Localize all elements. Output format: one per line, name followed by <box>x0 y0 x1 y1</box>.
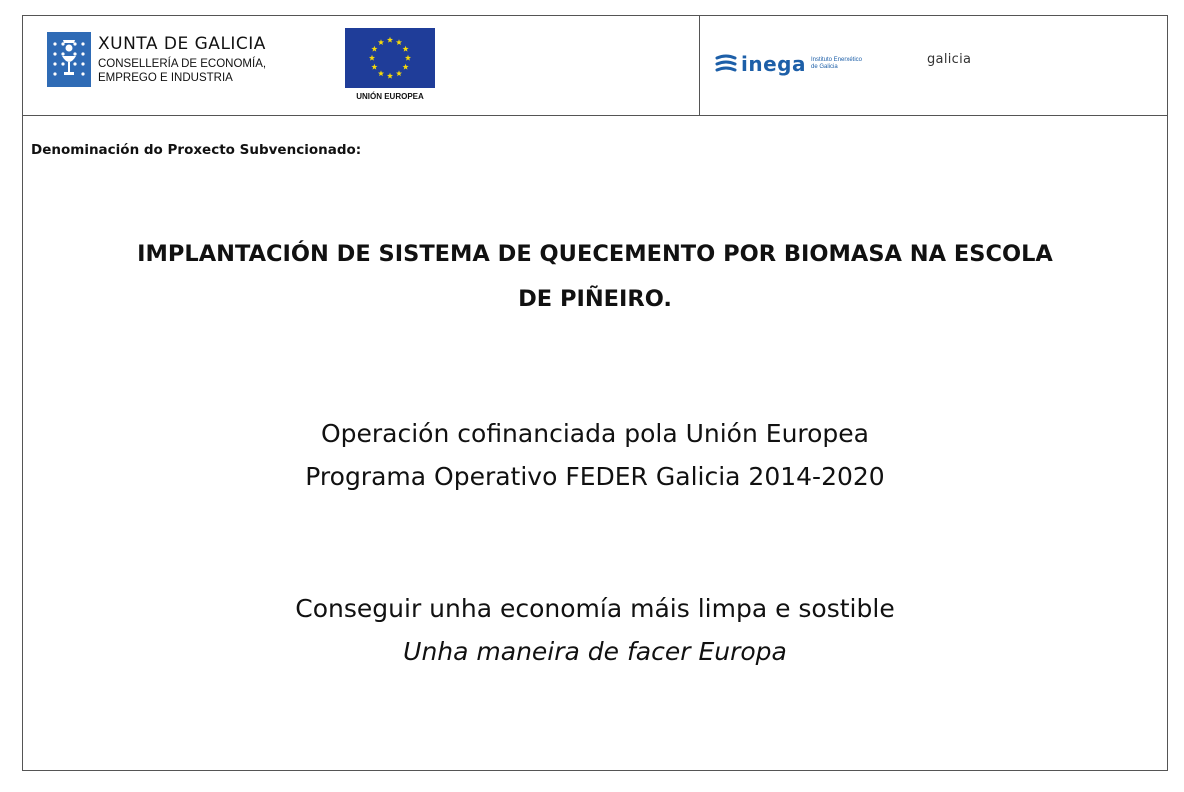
xunta-text-block <box>98 34 266 85</box>
project-name-label: Denominación do Proxecto Subvencionado: <box>31 142 362 158</box>
xunta-title: XUNTA DE GALICIA <box>98 34 266 54</box>
eu-caption: UNIÓN EUROPEA <box>356 92 424 101</box>
project-title <box>23 232 1167 322</box>
inega-subtitle <box>811 57 881 71</box>
logo-header <box>23 16 1167 116</box>
inega-waves-icon <box>715 53 737 75</box>
header-divider <box>699 16 700 116</box>
xunta-coat-of-arms-icon <box>47 32 91 87</box>
inega-subtitle-line2: de Galicia <box>810 64 838 70</box>
eu-flag-icon <box>345 28 435 88</box>
inega-logo <box>715 50 881 78</box>
galicia-wordmark: galicia <box>927 52 972 67</box>
inega-subtitle-line1: Instituto Enerxético <box>810 57 863 63</box>
project-title-line1: IMPLANTACIÓN DE SISTEMA DE QUECEMENTO POR BIOMASA NA ESCOLA <box>137 241 1053 267</box>
poster-frame <box>22 15 1168 771</box>
inega-wordmark: inega <box>741 52 806 76</box>
slogan-line2: Unha maneira de facer Europa <box>403 637 787 666</box>
xunta-department <box>98 57 266 85</box>
slogan-line1: Conseguir unha economía máis limpa e sostible <box>295 594 895 623</box>
xunta-department-line2: EMPREGO E INDUSTRIA <box>98 72 233 84</box>
funding-statement <box>23 412 1167 498</box>
slogan <box>23 587 1167 673</box>
funding-line2: Programa Operativo FEDER Galicia 2014-2020 <box>305 462 885 491</box>
xunta-department-line1: CONSELLERÍA DE ECONOMÍA, <box>98 58 267 70</box>
project-title-line2: DE PIÑEIRO. <box>518 286 672 312</box>
funding-line1: Operación cofinanciada pola Unión Europea <box>320 419 870 448</box>
